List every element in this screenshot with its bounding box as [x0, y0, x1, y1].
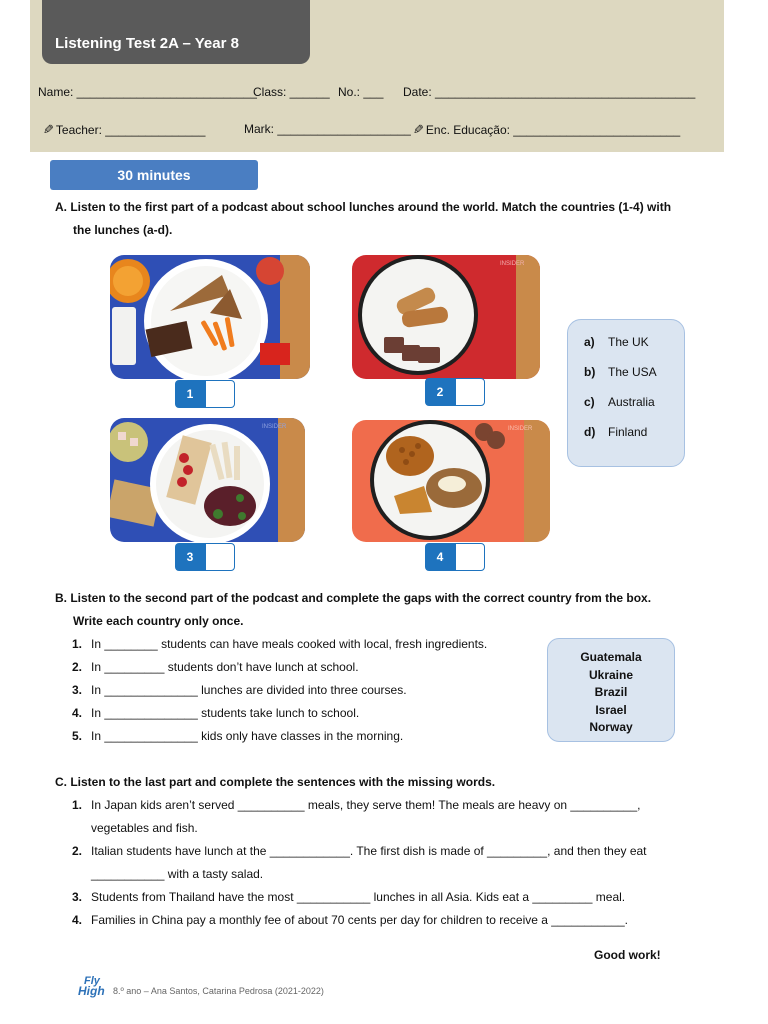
- word-box: [547, 638, 675, 742]
- option-b: b) The USA: [584, 365, 657, 379]
- number-field[interactable]: No.: ___: [338, 85, 384, 99]
- completion-sentence-1[interactable]: 1. In Japan kids aren’t served __________ meals, they serve them! The meals are heavy on __________,: [72, 798, 641, 812]
- section-b-instruction-cont: Write each country only once.: [73, 614, 244, 628]
- completion-sentence-4[interactable]: 4. Families in China pay a monthly fee of about 70 cents per day for children to receive a ___________.: [72, 913, 628, 927]
- completion-sentence-2[interactable]: 2. Italian students have lunch at the ____________. The first dish is made of _________, and then they eat: [72, 844, 647, 858]
- match-number: 3: [175, 543, 205, 571]
- option-c: c) Australia: [584, 395, 655, 409]
- gap-sentence-5[interactable]: 5. In ______________ kids only have classes in the morning.: [72, 729, 404, 743]
- pencil-icon: ✎: [413, 122, 424, 137]
- logo-line-2: High: [78, 984, 105, 998]
- answer-box[interactable]: [455, 378, 485, 406]
- enc-educacao-field[interactable]: Enc. Educação: _________________________: [425, 123, 681, 137]
- answer-box[interactable]: [205, 543, 235, 571]
- gap-sentence-1[interactable]: 1. In ________ students can have meals cooked with local, fresh ingredients.: [72, 637, 488, 651]
- word-box-item: Guatemala: [580, 650, 642, 664]
- option-a: a) The UK: [584, 335, 649, 349]
- name-field[interactable]: Name: ___________________________: [38, 85, 257, 99]
- section-b-instruction: B. Listen to the second part of the podcast and complete the gaps with the correct country from the box.: [55, 591, 652, 605]
- completion-sentence-2-cont[interactable]: ___________ with a tasty salad.: [91, 867, 264, 881]
- pencil-icon: ✎: [43, 122, 54, 137]
- lunch-photo-3: [110, 418, 305, 542]
- gap-sentence-3[interactable]: 3. In ______________ lunches are divided into three courses.: [72, 683, 407, 697]
- teacher-field[interactable]: Teacher: _______________: [55, 123, 206, 137]
- word-box-item: Israel: [595, 703, 627, 717]
- enc-row: [413, 122, 680, 138]
- completion-sentence-1-cont: vegetables and fish.: [91, 821, 198, 835]
- match-box-2[interactable]: [425, 378, 485, 406]
- section-a-instruction: A. Listen to the first part of a podcast about school lunches around the world. Match the countries (1-4) with: [55, 200, 672, 214]
- completion-sentence-3[interactable]: 3. Students from Thailand have the most ___________ lunches in all Asia. Kids eat a _________ meal.: [72, 890, 626, 904]
- time-badge: 30 minutes: [50, 160, 258, 190]
- watermark-text: INSIDER: [500, 261, 525, 267]
- watermark-text: INSIDER: [508, 426, 533, 432]
- watermark-text: INSIDER: [262, 424, 287, 430]
- test-title: Listening Test 2A – Year 8: [55, 35, 239, 52]
- fly-high-logo: [78, 976, 105, 996]
- match-box-1[interactable]: [175, 380, 235, 408]
- lunch-photo-4: [352, 420, 550, 542]
- lunch-photo-1: [110, 255, 310, 379]
- mark-field[interactable]: Mark: ____________________: [244, 122, 411, 136]
- class-field[interactable]: Class: ______: [253, 85, 330, 99]
- match-number: 4: [425, 543, 455, 571]
- answer-box[interactable]: [205, 380, 235, 408]
- answer-box[interactable]: [455, 543, 485, 571]
- teacher-row: [43, 122, 205, 138]
- test-title-box: [42, 0, 310, 64]
- word-box-item: Norway: [589, 720, 633, 734]
- gap-sentence-2[interactable]: 2. In _________ students don’t have lunch at school.: [72, 660, 359, 674]
- section-a-instruction-cont: the lunches (a-d).: [73, 223, 173, 237]
- lunch-photo-2: [352, 255, 540, 379]
- word-box-item: Ukraine: [588, 668, 634, 682]
- match-number: 1: [175, 380, 205, 408]
- gap-sentence-4[interactable]: 4. In ______________ students take lunch to school.: [72, 706, 360, 720]
- date-field[interactable]: Date: _______________________________________: [403, 85, 696, 99]
- match-box-3[interactable]: [175, 543, 235, 571]
- logo-line-1: Fly: [84, 975, 100, 987]
- option-d: d) Finland: [584, 425, 648, 439]
- match-box-4[interactable]: [425, 543, 485, 571]
- closing-message: Good work!: [594, 948, 661, 962]
- section-c-instruction: C. Listen to the last part and complete the sentences with the missing words.: [55, 775, 496, 789]
- country-options-box: [567, 319, 685, 467]
- footer-credit: 8.º ano – Ana Santos, Catarina Pedrosa (2021-2022): [113, 986, 324, 996]
- word-box-item: Brazil: [594, 685, 628, 699]
- match-number: 2: [425, 378, 455, 406]
